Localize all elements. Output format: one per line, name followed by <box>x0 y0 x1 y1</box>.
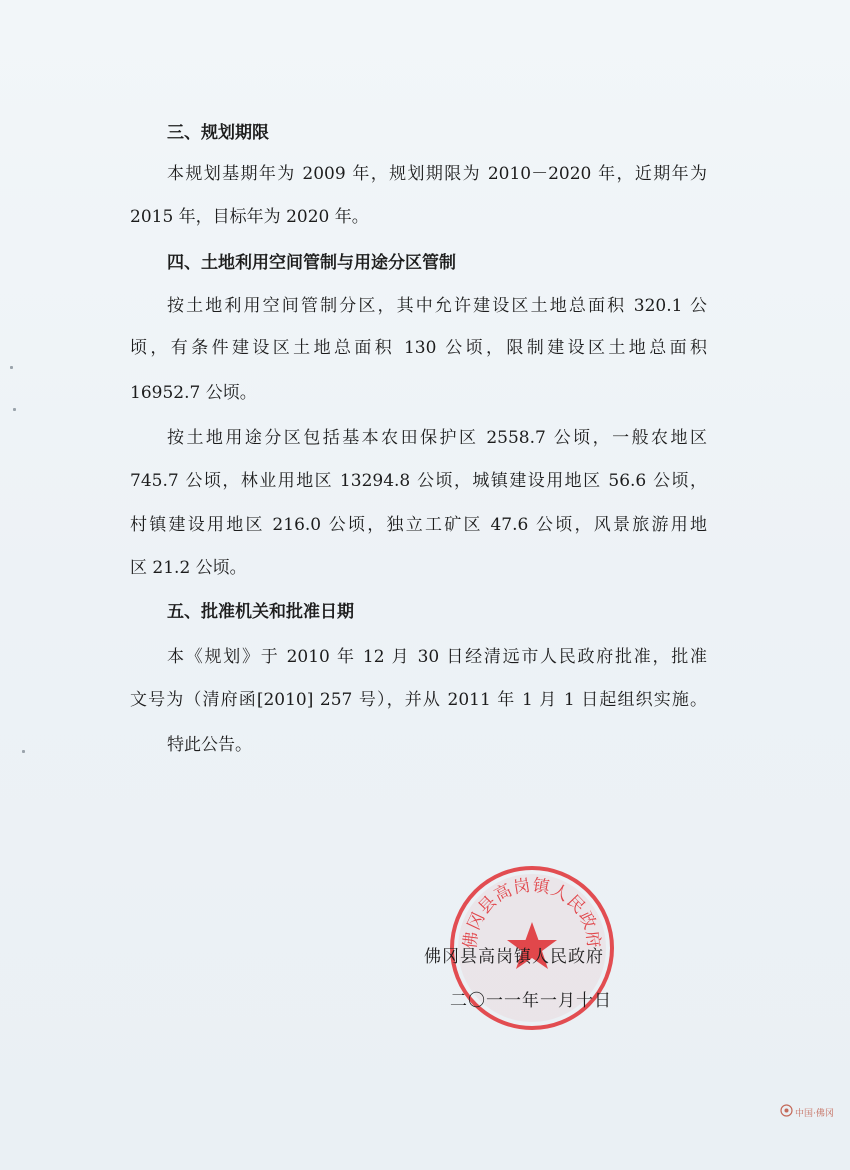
section-4-paragraph-line: 745.7 公顷，林业用地区 13294.8 公顷，城镇建设用地区 56.6 公顷， <box>130 471 707 491</box>
section-3-heading: 三、规划期限 <box>167 123 269 143</box>
section-4-heading: 四、土地利用空间管制与用途分区管制 <box>167 253 456 273</box>
section-4-paragraph-line: 村镇建设用地区 216.0 公顷，独立工矿区 47.6 公顷，风景旅游用地 <box>130 515 707 535</box>
section-4-paragraph-line: 区 21.2 公顷。 <box>130 558 247 578</box>
scan-mark <box>22 750 25 753</box>
seal-text: 佛冈县高岗镇人民政府 <box>460 875 604 951</box>
signing-organization: 佛冈县高岗镇人民政府 <box>424 947 604 967</box>
section-5-heading: 五、批准机关和批准日期 <box>167 602 354 622</box>
section-4-paragraph-line: 按土地利用空间管制分区，其中允许建设区土地总面积 320.1 公 <box>167 296 707 316</box>
section-5-paragraph-line: 文号为（清府函[2010] 257 号），并从 2011 年 1 月 1 日起组织实施。 <box>130 690 707 710</box>
signing-date: 二〇一一年一月十日 <box>450 991 612 1011</box>
section-4-paragraph-line: 顷，有条件建设区土地总面积 130 公顷，限制建设区土地总面积 <box>130 338 707 358</box>
watermark-text: 中国·佛冈 <box>795 1109 834 1119</box>
scan-mark <box>10 366 13 369</box>
section-3-paragraph-line: 本规划基期年为 2009 年，规划期限为 2010－2020 年，近期年为 <box>167 164 707 184</box>
section-4-paragraph-line: 16952.7 公顷。 <box>130 383 257 403</box>
section-4-paragraph-line: 按土地用途分区包括基本农田保护区 2558.7 公顷，一般农地区 <box>167 428 707 448</box>
scan-mark <box>13 408 16 411</box>
section-3-paragraph-line: 2015 年，目标年为 2020 年。 <box>130 207 369 227</box>
section-5-paragraph-line: 本《规划》于 2010 年 12 月 30 日经清远市人民政府批准，批准 <box>167 647 707 667</box>
closing-text: 特此公告。 <box>167 735 252 755</box>
emblem-icon <box>780 1104 793 1117</box>
